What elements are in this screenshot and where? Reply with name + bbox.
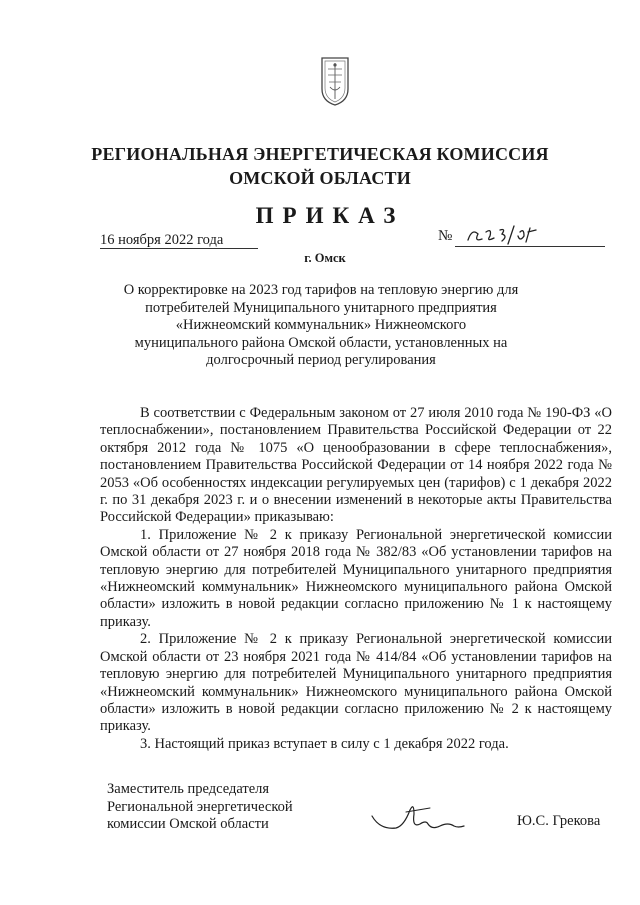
coat-of-arms-icon [318, 55, 352, 107]
organization-name-line2: ОМСКОЙ ОБЛАСТИ [229, 168, 411, 188]
city-label: г. Омск [304, 251, 346, 265]
organization-name-line1: РЕГИОНАЛЬНАЯ ЭНЕРГЕТИЧЕСКАЯ КОМИССИЯ [91, 144, 549, 164]
subject-line: О корректировке на 2023 год тарифов на тепловую энергию для [123, 282, 519, 298]
signer-position-line: Заместитель председателя [107, 781, 270, 797]
signer-name: Ю.С. Грекова [517, 813, 601, 829]
order-number-handwritten [462, 222, 552, 246]
order-number-label: № [438, 228, 453, 244]
signer-position-line: комиссии Омской области [107, 816, 269, 832]
order-item-2: 2. Приложение № 2 к приказу Региональной энергетической комиссии Омской области от 23 ноября 2021 года № 414/84 «Об установлении тарифов на тепловую энергию для потребителей Муниципального унитарного предприятия «Нижнеомский коммунальник» Нижнеомского муниципального района Омской области» изложить в новой редакции согласно приложению № 2 к настоящему приказу. [100, 631, 612, 735]
preamble-paragraph: В соответствии с Федеральным законом от 27 июля 2010 года № 190-ФЗ «О теплоснабжении», постановлением Правительства Российской Федерации от 22 октября 2012 года № 1075 «О ценообразовании в сфере теплоснабжения», постановлением Правительства Российской Федерации от 14 ноября 2022 года № 2053 «Об особенностях индексации регулируемых цен (тарифов) с 1 декабря 2022 г. по 31 декабря 2023 г. и о внесении изменений в некоторые акты Правительства Российской Федерации» приказываю: [100, 405, 612, 526]
document-title: ПРИКАЗ [255, 203, 405, 228]
order-number-line [455, 246, 605, 247]
order-subject [100, 282, 542, 370]
order-body [100, 405, 612, 753]
order-item-3: 3. Настоящий приказ вступает в силу с 1 декабря 2022 года. [140, 735, 509, 752]
signer-position [107, 781, 293, 834]
subject-line: «Нижнеомский коммунальник» Нижнеомского [175, 317, 467, 334]
order-date: 16 ноября 2022 года [100, 232, 258, 249]
signer-position-line: Региональной энергетической [107, 798, 293, 815]
subject-line: муниципального района Омской области, установленных на [134, 334, 508, 351]
subject-line: потребителей Муниципального унитарного предприятия [145, 299, 497, 316]
subject-line: долгосрочный период регулирования [206, 352, 436, 369]
handwritten-signature [370, 800, 470, 840]
order-item-1: 1. Приложение № 2 к приказу Региональной энергетической комиссии Омской области от 27 ноября 2018 года № 382/83 «Об установлении тарифов на тепловую энергию для потребителей Муниципального унитарного предприятия «Нижнеомский коммунальник» Нижнеомского муниципального района Омской области» изложить в новой редакции согласно приложению № 1 к настоящему приказу. [100, 526, 612, 630]
